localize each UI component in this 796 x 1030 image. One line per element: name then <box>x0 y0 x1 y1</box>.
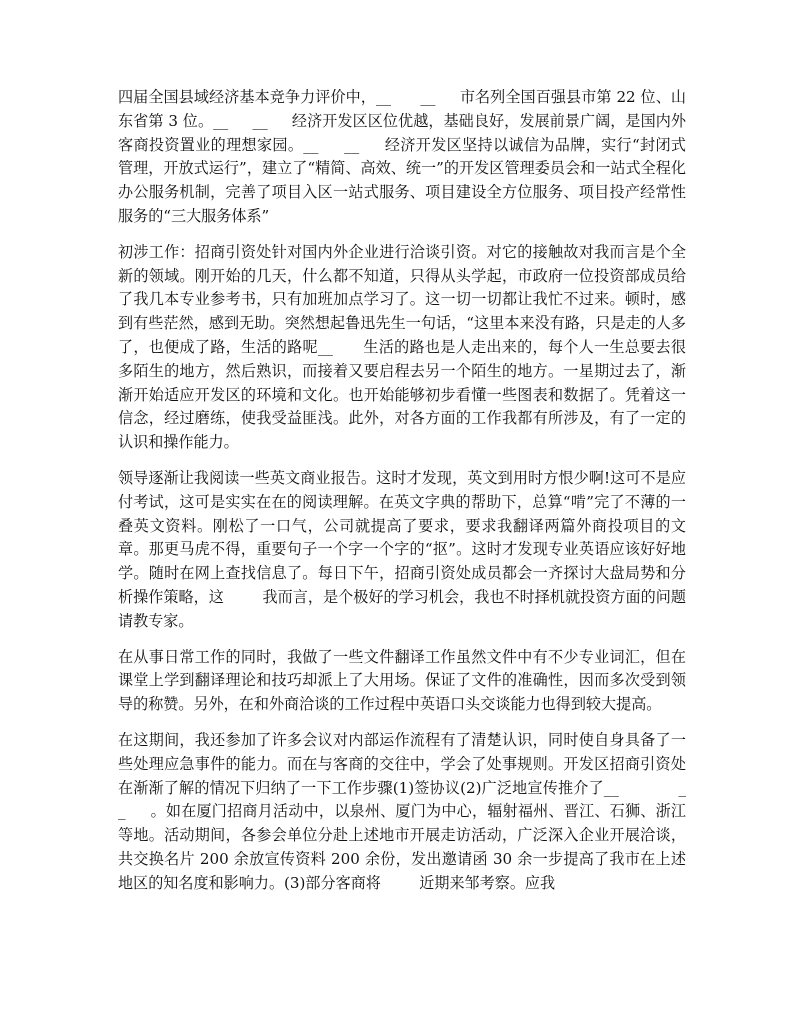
paragraph-1: 四届全国县域经济基本竞争力评价中，__ __ 市名列全国百强县市第 22 位、山东省第 3 位。__ __ 经济开发区区位优越，基础良好，发展前景广阔，是国内外客商投资置业的理想家园。__ __ 经济开发区坚持以诚信为品牌，实行“封闭式管理，开放式运行”，建立了“精简、高效、统一”的开发区管理委员会和一站式全程化办公服务机制，完善了项目入区一站式服务、项目建设全方位服务、项目投产经常性服务的“三大服务体系” <box>118 88 686 225</box>
paragraph-5: 在这期间，我还参加了许多会议对内部运作流程有了清楚认识，同时使自身具备了一些处理应急事件的能力。而在与客商的交往中，学会了处事规则。开发区招商引资处在渐渐了解的情况下归纳了一下工作步骤(1)签协议(2)广泛地宣传推介了__ __ 。如在厦门招商月活动中，以泉州、厦门为中心，辐射福州、晋江、石狮、浙江等地。活动期间，各参会单位分赴上述地市开展走访活动，广泛深入企业开展洽谈，共交换名片 200 余放宣传资料 200 余份，发出邀请函 30 余一步提高了我市在上述地区的知名度和影响力。(3)部分客商将 近期来邹考察。应我 <box>118 730 686 892</box>
document-body <box>118 86 686 908</box>
paragraph-3: 领导逐渐让我阅读一些英文商业报告。这时才发现，英文到用时方恨少啊!这可不是应付考试，这可是实实在在的阅读理解。在英文字典的帮助下，总算“啃”完了不薄的一叠英文资料。刚松了一口气，公司就提高了要求，要求我翻译两篇外商投项目的文章。那更马虎不得，重要句子一个字一个字的“抠”。这时才发现专业英语应该好好地学。随时在网上查找信息了。每日下午，招商引资处成员都会一齐探讨大盘局势和分析操作策略，这 我而言，是个极好的学习机会，我也不时择机就投资方面的问题请教专家。 <box>118 468 686 630</box>
paragraph-4: 在从事日常工作的同时，我做了一些文件翻译工作虽然文件中有不少专业词汇，但在课堂上学到翻译理论和技巧却派上了大用场。保证了文件的准确性，因而多次受到领导的称赞。另外，在和外商洽谈的工作过程中英语口头交谈能力也得到较大提高。 <box>118 647 686 714</box>
paragraph-2: 初涉工作：招商引资处针对国内外企业进行洽谈引资。对它的接触故对我而言是个全新的领域。刚开始的几天，什么都不知道，只得从头学起，市政府一位投资部成员给了我几本专业参考书，只有加班加点学习了。这一切一切都让我忙不过来。顿时，感到有些茫然，感到无助。突然想起鲁迅先生一句话，“这里本来没有路，只是走的人多了，也便成了路，生活的路呢__ 生活的路也是人走出来的，每个人一生总要去很多陌生的地方，然后熟识，而接着又要启程去另一个陌生的地方。一星期过去了，渐渐开始适应开发区的环境和文化。也开始能够初步看懂一些图表和数据了。凭着这一信念，经过磨练，使我受益匪浅。此外，对各方面的工作我都有所涉及，有了一定的认识和操作能力。 <box>118 242 686 452</box>
